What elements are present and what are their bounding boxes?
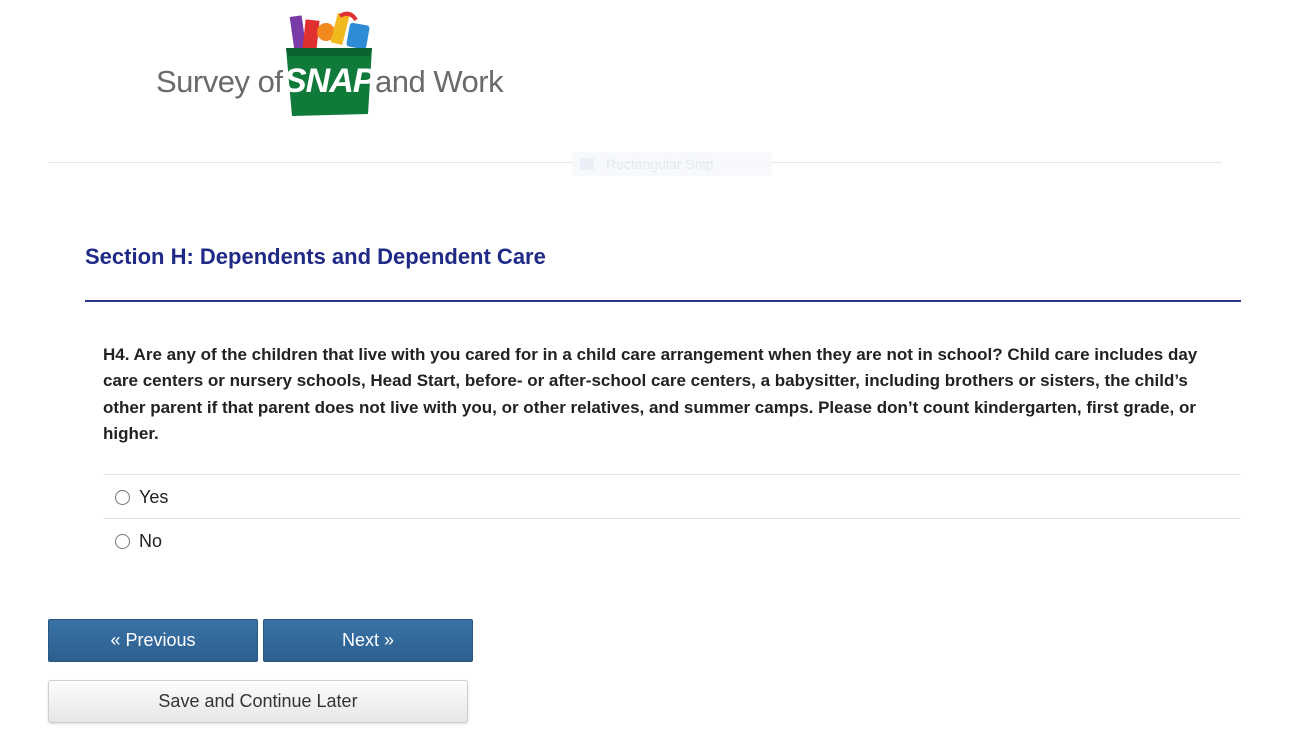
option-no[interactable] <box>103 518 1241 562</box>
logo-snap-wordmark: SNAP <box>284 62 375 100</box>
previous-button[interactable]: « Previous <box>48 619 258 662</box>
next-button[interactable]: Next » <box>263 619 473 662</box>
answer-options <box>103 474 1241 562</box>
section-divider <box>85 300 1241 302</box>
snip-label: Rectangular Snip <box>606 156 714 172</box>
question-text: H4. Are any of the children that live with you cared for in a child care arrangement when they are not in school? Child care includes day care centers or nursery schools, Head Start, before- or after-school care centers, a babysitter, including brothers or sisters, the child’s other parent if that parent does not live with you, or other relatives, and summer camps. Please don’t count kindergarten, first grade, or higher. <box>103 345 1198 443</box>
logo-text-survey-of: Survey of <box>156 64 283 99</box>
option-yes[interactable] <box>103 474 1241 518</box>
option-label-no[interactable]: No <box>139 531 163 551</box>
radio-no[interactable] <box>115 534 130 549</box>
radio-yes[interactable] <box>115 490 130 505</box>
section-title: Section H: Dependents and Dependent Care <box>85 244 546 269</box>
survey-logo <box>156 10 506 122</box>
option-label-yes[interactable]: Yes <box>139 487 169 507</box>
save-continue-later-button[interactable]: Save and Continue Later <box>48 680 468 723</box>
snip-icon <box>580 158 594 170</box>
logo-text-and-work: and Work <box>375 64 504 99</box>
snip-tool-ghost-overlay <box>572 152 772 176</box>
